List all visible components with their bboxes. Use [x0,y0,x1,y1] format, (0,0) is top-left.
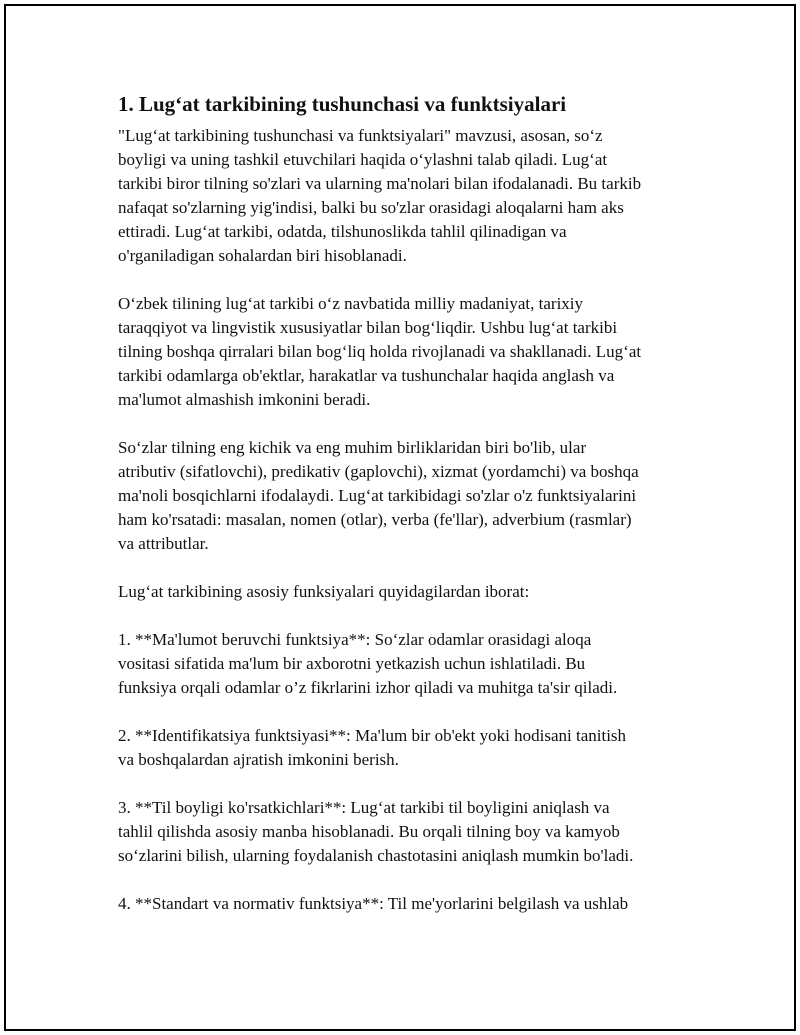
text-line: atributiv (sifatlovchi), predikativ (gaplovchi), xizmat (yordamchi) va boshqa [118,462,639,481]
text-line: 4. **Standart va normativ funktsiya**: Til me'yorlarini belgilash va ushlab [118,894,629,913]
text-line: So‘zlar tilning eng kichik va eng muhim birliklaridan biri bo'lib, ular [118,438,587,457]
text-line: ettiradi. Lug‘at tarkibi, odatda, tilshunoslikda tahlil qilinadigan va [118,222,567,241]
paragraph-words [118,436,688,556]
list-item-function-4 [118,892,688,916]
paragraph-functions-intro [118,580,688,604]
section-heading: 1. Lug‘at tarkibining tushunchasi va funktsiyalari [118,92,567,116]
text-line: vositasi sifatida ma'lum bir axborotni yetkazish uchun ishlatiladi. Bu [118,654,586,673]
text-line: O‘zbek tilining lug‘at tarkibi o‘z navbatida milliy madaniyat, tarixiy [118,294,584,313]
paragraph-intro [118,124,688,268]
text-line: tahlil qilishda asosiy manba hisoblanadi. Bu orqali tilning boy va kamyob [118,822,620,841]
text-line: "Lug‘at tarkibining tushunchasi va funktsiyalari" mavzusi, asosan, so‘z [118,126,603,145]
text-line: tilning boshqa qirralari bilan bog‘liq holda rivojlanadi va shakllanadi. Lug‘at [118,342,642,361]
list-item-function-3 [118,796,688,868]
text-line: tarkibi odamlarga ob'ektlar, harakatlar va tushunchalar haqida anglash va [118,366,615,385]
text-line: 3. **Til boyligi ko'rsatkichlari**: Lug‘at tarkibi til boyligini aniqlash va [118,798,610,817]
text-line: o'rganiladigan sohalardan biri hisoblanadi. [118,246,407,265]
text-line: 2. **Identifikatsiya funktsiyasi**: Ma'lum bir ob'ekt yoki hodisani tanitish [118,726,627,745]
text-line: boyligi va uning tashkil etuvchilari haqida o‘ylashni talab qiladi. Lug‘at [118,150,608,169]
text-line: ma'noli bosqichlarni ifodalaydi. Lug‘at tarkibidagi so'zlar o'z funktsiyalarini [118,486,637,505]
text-line: funksiya orqali odamlar o’z fikrlarini izhor qiladi va muhitga ta'sir qiladi. [118,678,618,697]
document-body [118,90,688,940]
text-line: nafaqat so'zlarning yig'indisi, balki bu so'zlar orasidagi aloqalarni ham aks [118,198,624,217]
text-line: va attributlar. [118,534,209,553]
text-line: tarkibi biror tilning so'zlari va ularning ma'nolari bilan ifodalanadi. Bu tarkib [118,174,642,193]
text-line: taraqqiyot va lingvistik xususiyatlar bilan bog‘liqdir. Ushbu lug‘at tarkibi [118,318,618,337]
text-line: so‘zlarini bilish, ularning foydalanish chastotasini aniqlash mumkin bo'ladi. [118,846,634,865]
text-line: 1. **Ma'lumot beruvchi funktsiya**: So‘zlar odamlar orasidagi aloqa [118,630,592,649]
text-line: ham ko'rsatadi: masalan, nomen (otlar), verba (fe'llar), adverbium (rasmlar) [118,510,632,529]
paragraph-uzbek-lexicon [118,292,688,412]
text-line: va boshqalardan ajratish imkonini berish. [118,750,399,769]
list-item-function-1 [118,628,688,700]
text-line: ma'lumot almashish imkonini beradi. [118,390,371,409]
text-line: Lug‘at tarkibining asosiy funksiyalari quyidagilardan iborat: [118,582,530,601]
list-item-function-2 [118,724,688,772]
